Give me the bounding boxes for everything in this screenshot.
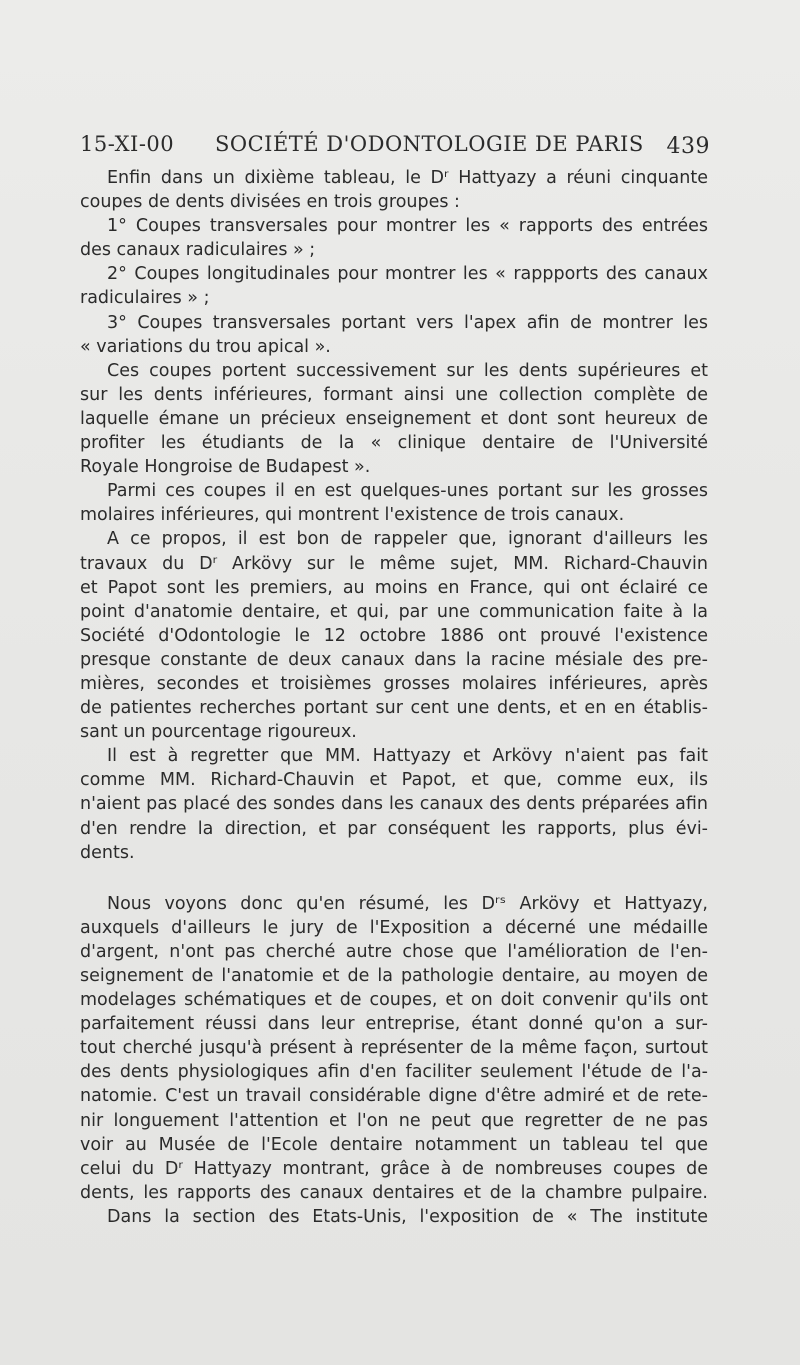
- text-line: d'argent, n'ont pas cherché autre chose que l'amélioration de l'en-: [80, 941, 708, 962]
- text-line: coupes de dents divisées en trois groupes :: [80, 192, 460, 213]
- header-date: 15-XI-00: [80, 132, 175, 156]
- text-line: « variations du trou apical ».: [80, 336, 331, 357]
- text-line: presque constante de deux canaux dans la racine mésiale des pre-: [80, 649, 708, 670]
- text-line: seignement de l'anatomie et de la pathologie dentaire, au moyen de: [80, 966, 708, 986]
- text-line: nir longuement l'attention et l'on ne peut que regretter de ne pas: [80, 1110, 708, 1131]
- text-line: 3° Coupes transversales portant vers l'apex afin de montrer les: [107, 312, 708, 333]
- paragraph-gap: [80, 865, 708, 892]
- body-text: [80, 166, 708, 1229]
- text-line: auxquels d'ailleurs le jury de l'Exposition a décerné une médaille: [80, 917, 708, 938]
- text-line: travaux du Dʳ Arkövy sur le même sujet, MM. Richard-Chauvin: [80, 553, 708, 574]
- header-title: SOCIÉTÉ D'ODONTOLOGIE DE PARIS: [215, 132, 644, 156]
- text-line: natomie. C'est un travail considérable digne d'être admiré et de rete-: [80, 1086, 708, 1107]
- text-line: 2° Coupes longitudinales pour montrer les « rappports des canaux: [107, 264, 708, 285]
- text-line: des dents physiologiques afin d'en faciliter seulement l'étude de l'a-: [80, 1062, 708, 1083]
- text-line: radiculaires » ;: [80, 288, 210, 309]
- text-line: dents, les rapports des canaux dentaires et de la chambre pulpaire.: [80, 1182, 708, 1203]
- text-line: dents.: [80, 842, 135, 863]
- text-line: n'aient pas placé des sondes dans les canaux des dents préparées afin: [80, 794, 708, 815]
- text-line: Nous voyons donc qu'en résumé, les Dʳˢ Arkövy et Hattyazy,: [107, 893, 708, 914]
- text-line: voir au Musée de l'Ecole dentaire notamment un tableau tel que: [80, 1134, 708, 1155]
- text-line: Royale Hongroise de Budapest ».: [80, 457, 371, 478]
- text-line: tout cherché jusqu'à présent à représenter de la même façon, surtout: [80, 1038, 708, 1059]
- text-line: de patientes recherches portant sur cent une dents, et en en établis-: [80, 698, 708, 719]
- text-line: Ces coupes portent successivement sur les dents supérieures et: [107, 360, 708, 381]
- text-line: celui du Dʳ Hattyazy montrant, grâce à de nombreuses coupes de: [80, 1158, 708, 1179]
- text-line: sur les dents inférieures, formant ainsi une collection complète de: [80, 384, 708, 405]
- text-line: laquelle émane un précieux enseignement et dont sont heureux de: [80, 408, 708, 429]
- text-line: mières, secondes et troisièmes grosses molaires inférieures, après: [80, 673, 708, 694]
- text-line: modelages schématiques et de coupes, et on doit convenir qu'ils ont: [80, 990, 708, 1011]
- text-line: Enfin dans un dixième tableau, le Dʳ Hattyazy a réuni cinquante: [107, 168, 708, 188]
- text-line: Société d'Odontologie le 12 octobre 1886 ont prouvé l'existence: [80, 625, 708, 646]
- text-line: A ce propos, il est bon de rappeler que, ignorant d'ailleurs les: [107, 529, 708, 550]
- page-number: 439: [666, 134, 710, 159]
- text-line: molaires inférieures, qui montrent l'existence de trois canaux.: [80, 505, 625, 526]
- text-line: d'en rendre la direction, et par conséquent les rapports, plus évi-: [80, 818, 708, 839]
- text-line: 1° Coupes transversales pour montrer les « rapports des entrées: [107, 216, 708, 237]
- text-line: parfaitement réussi dans leur entreprise, étant donné qu'on a sur-: [80, 1014, 708, 1035]
- text-line: Dans la section des Etats-Unis, l'exposition de « The institute: [107, 1206, 708, 1227]
- text-line: Il est à regretter que MM. Hattyazy et Arkövy n'aient pas fait: [107, 746, 708, 767]
- text-line: point d'anatomie dentaire, et qui, par une communication faite à la: [80, 601, 708, 622]
- text-line: Parmi ces coupes il en est quelques-unes portant sur les grosses: [107, 481, 708, 502]
- text-line: profiter les étudiants de la « clinique dentaire de l'Université: [80, 433, 708, 454]
- text-line: et Papot sont les premiers, au moins en France, qui ont éclairé ce: [80, 577, 708, 598]
- text-line: des canaux radiculaires » ;: [80, 240, 316, 261]
- text-line: comme MM. Richard-Chauvin et Papot, et que, comme eux, ils: [80, 770, 708, 791]
- text-line: sant un pourcentage rigoureux.: [80, 722, 357, 743]
